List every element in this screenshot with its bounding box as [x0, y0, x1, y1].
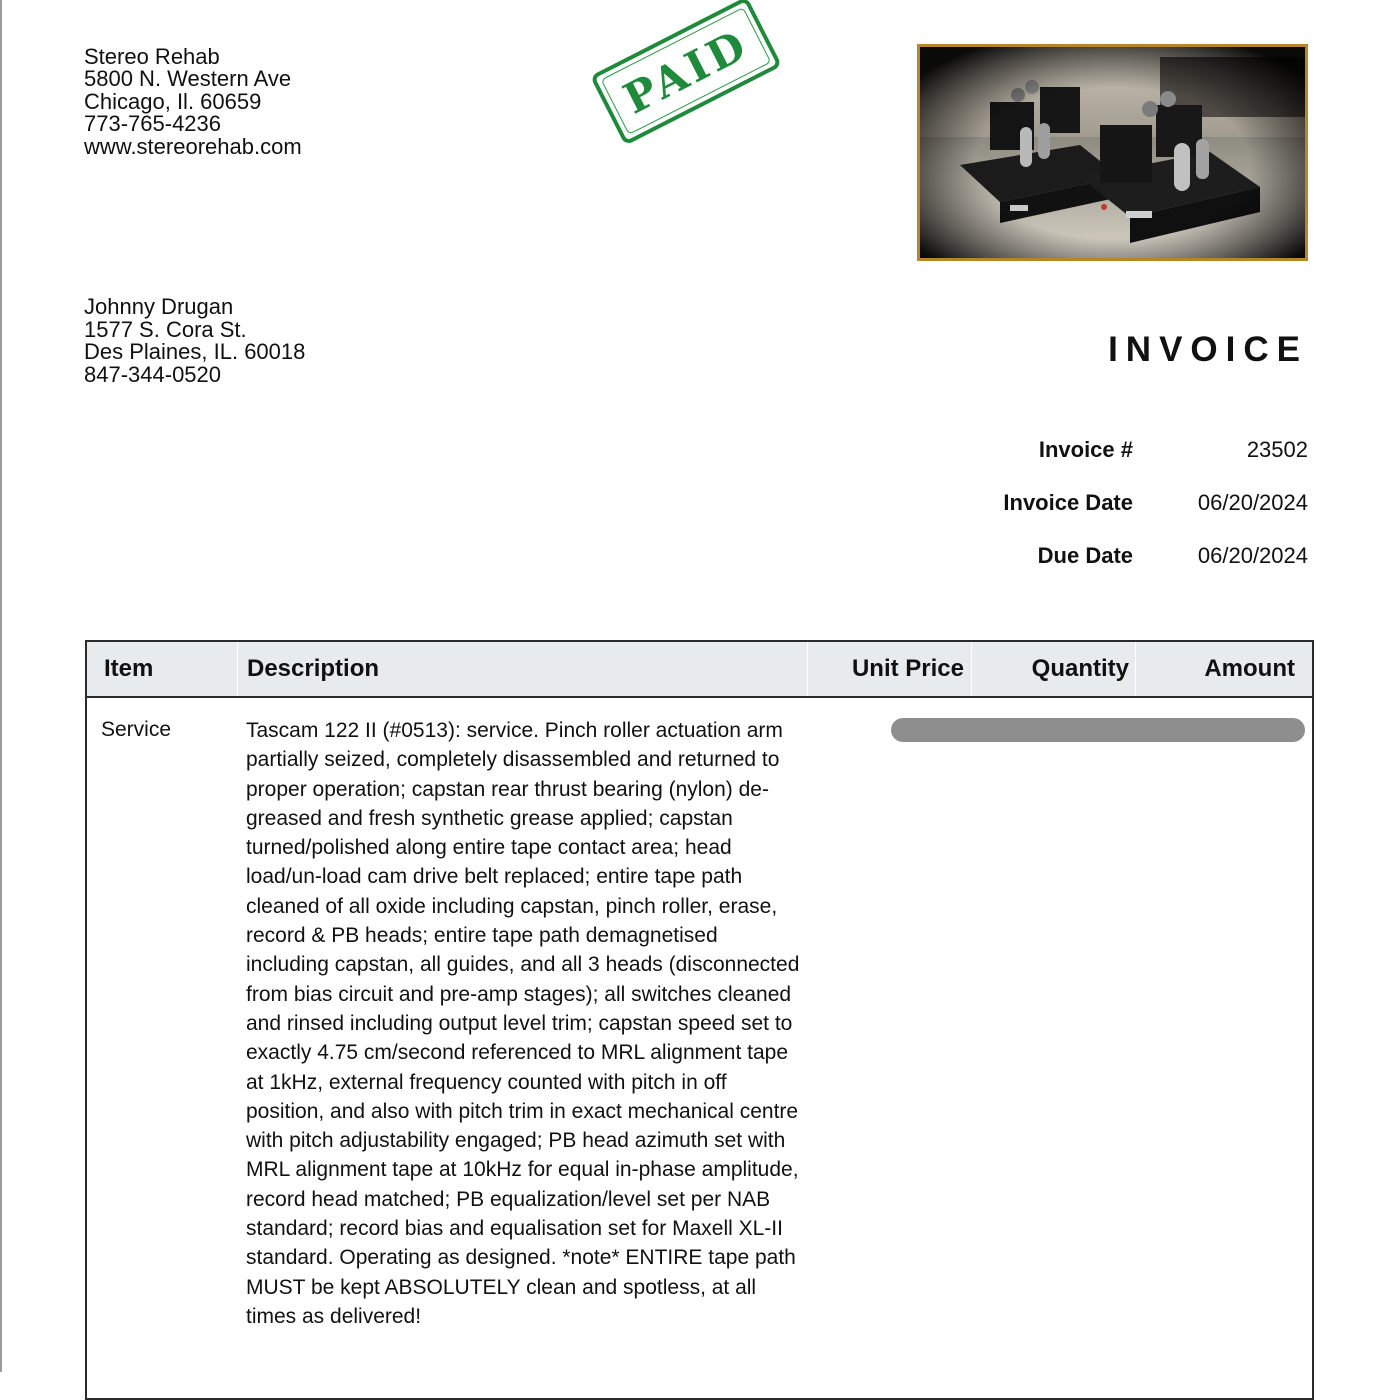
- sender-website: www.stereorehab.com: [84, 133, 302, 159]
- paid-stamp-text: PAID: [615, 18, 757, 124]
- row-item: Service: [101, 718, 172, 741]
- invoice-number-label: Invoice #: [1038, 437, 1133, 462]
- row-description: Tascam 122 II (#0513): service. Pinch roller actuation arm partially seized, completely disassembled and returned to proper operation; capstan rear thrust bearing (nylon) de-greased and fresh synthetic grease applied; capstan turned/polished along entire tape contact area; head load/un-load cam drive belt replaced; entire tape path cleaned of all oxide including capstan, pinch roller, erase, record & PB heads; entire tape path demagnetised including capstan, all guides, and all 3 heads (disconnected from bias circuit and pre-amp stages); all switches cleaned and rinsed including output level trim; capstan speed set to exactly 4.75 cm/second referenced to MRL alignment tape at 1kHz, external frequency counted with pitch in off position, and also with pitch trim in exact mechanical centre with pitch adjustability engaged; PB head azimuth set with MRL alignment tape at 10kHz for equal in-phase amplitude, record head matched; PB equalization/level set per NAB standard; record bias and equalisation set for Maxell XL-II standard. Operating as designed. *note* ENTIRE tape path MUST be kept ABSOLUTELY clean and spotless, at all times as delivered!: [246, 719, 800, 1328]
- invoice-title: INVOICE: [1108, 330, 1308, 369]
- sender-phone: 773-765-4236: [84, 111, 222, 137]
- sender-name: Stereo Rehab: [84, 44, 220, 69]
- header-divider: [237, 642, 238, 696]
- sender-address: [84, 46, 302, 158]
- recipient-city: Des Plaines, IL. 60018: [84, 339, 306, 365]
- due-date-value: 06/20/2024: [1197, 543, 1308, 568]
- recipient-address: [84, 296, 305, 386]
- redacted-price-bar: [891, 718, 1305, 742]
- table-header: [87, 642, 1312, 698]
- header-divider: [807, 642, 808, 696]
- invoice-date-value: 06/20/2024: [1197, 490, 1308, 515]
- invoice-date-label: Invoice Date: [1003, 490, 1133, 515]
- recipient-name: Johnny Drugan: [84, 294, 234, 319]
- header-divider: [971, 642, 972, 696]
- amplifier-photo-illustration: [920, 47, 1305, 258]
- sender-street: 5800 N. Western Ave: [84, 66, 292, 92]
- header-amount: Amount: [1204, 655, 1295, 682]
- page-edge: [0, 0, 2, 1372]
- invoice-number-value: 23502: [1246, 437, 1308, 462]
- line-items-table: [85, 640, 1314, 1400]
- header-quantity: Quantity: [1031, 655, 1129, 682]
- header-unit-price: Unit Price: [851, 655, 964, 682]
- header-item: Item: [104, 655, 154, 682]
- sender-city: Chicago, Il. 60659: [84, 88, 262, 114]
- recipient-phone: 847-344-0520: [84, 361, 222, 387]
- company-photo: [917, 44, 1308, 261]
- header-divider: [1135, 642, 1136, 696]
- paid-stamp: [590, 0, 782, 146]
- recipient-street: 1577 S. Cora St.: [84, 316, 247, 342]
- due-date-label: Due Date: [1037, 543, 1133, 568]
- header-description: Description: [247, 655, 380, 682]
